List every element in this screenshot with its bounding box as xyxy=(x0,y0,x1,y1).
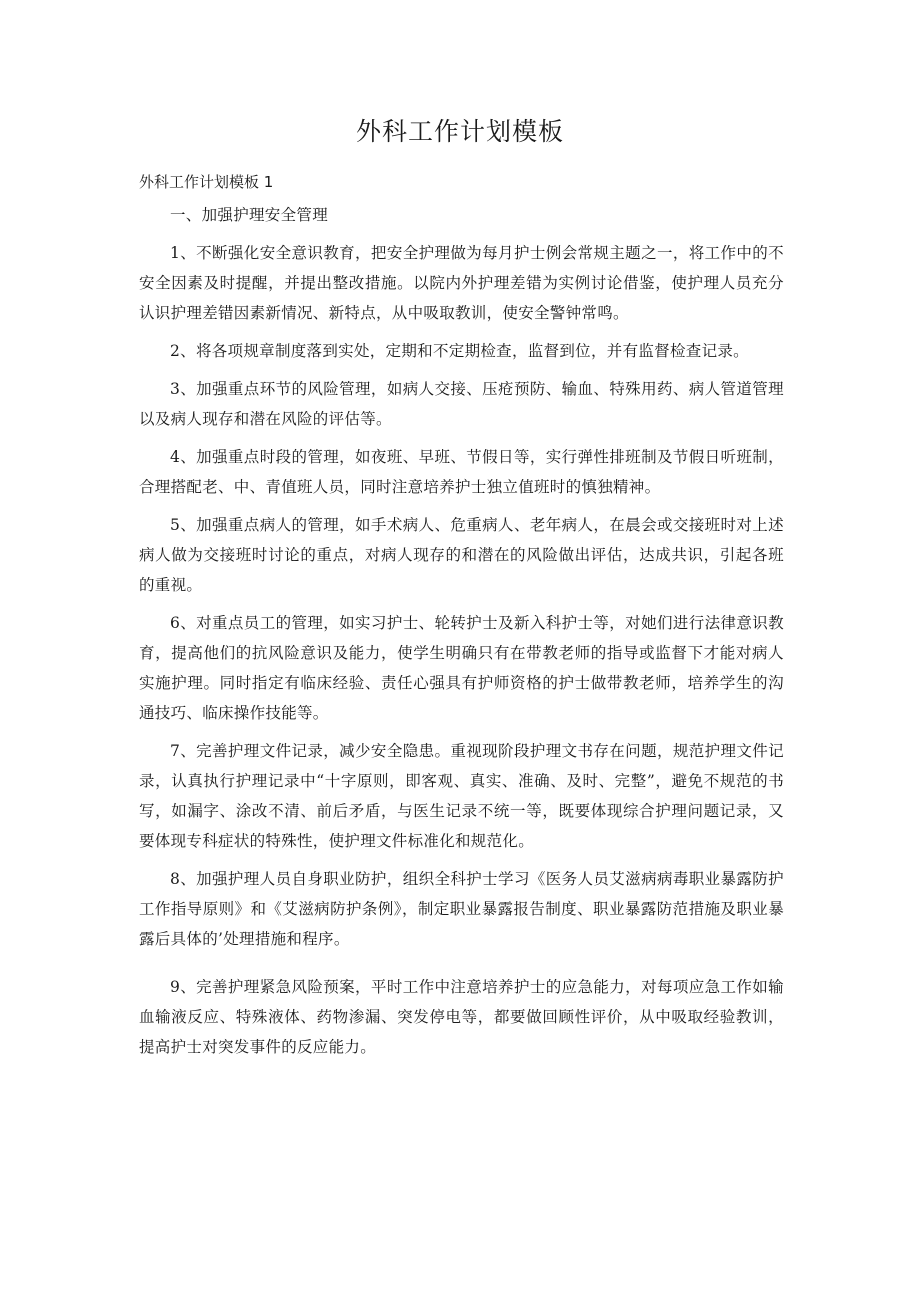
paragraph-item-2: 2、将各项规章制度落到实处，定期和不定期检查，监督到位，并有监督检查记录。 xyxy=(170,342,749,360)
section-heading: 一、加强护理安全管理 xyxy=(170,206,329,224)
document-subtitle: 外科工作计划模板 1 xyxy=(139,173,274,191)
paragraph-item-9: 9、完善护理紧急风险预案，平时工作中注意培养护士的应急能力，对每项应急工作如输血输液反应、特殊液体、药物渗漏、突发停电等，都要做回顾性评价，从中吸取经验教训，提高护士对突发事件的反应能力。 xyxy=(139,978,784,1056)
document-body xyxy=(139,200,784,1070)
paragraph-item-8: 8、加强护理人员自身职业防护，组织全科护士学习《医务人员艾滋病病毒职业暴露防护工作指导原则》和《艾滋病防护条例》，制定职业暴露报告制度、职业暴露防范措施及职业暴露后具体的’处理措施和程序。 xyxy=(139,870,784,948)
paragraph-item-4: 4、加强重点时段的管理，如夜班、早班、节假日等，实行弹性排班制及节假日听班制，合理搭配老、中、青值班人员，同时注意培养护士独立值班时的慎独精神。 xyxy=(139,448,784,496)
paragraph-item-5: 5、加强重点病人的管理，如手术病人、危重病人、老年病人，在晨会或交接班时对上述病人做为交接班时讨论的重点，对病人现存的和潜在的风险做出评估，达成共识，引起各班的重视。 xyxy=(139,516,784,594)
paragraph-item-6: 6、对重点员工的管理，如实习护士、轮转护士及新入科护士等，对她们进行法律意识教育，提高他们的抗风险意识及能力，使学生明确只有在带教老师的指导或监督下才能对病人实施护理。同时指定有临床经验、责任心强具有护师资格的护士做带教老师，培养学生的沟通技巧、临床操作技能等。 xyxy=(139,614,784,722)
document-title: 外科工作计划模板 xyxy=(355,117,564,146)
paragraph-item-7: 7、完善护理文件记录，减少安全隐患。重视现阶段护理文书存在问题，规范护理文件记录，认真执行护理记录中“十字原则，即客观、真实、准确、及时、完整”，避免不规范的书写，如漏字、涂改不清、前后矛盾，与医生记录不统一等，既要体现综合护理问题记录，又要体现专科症状的特殊性，使护理文件标准化和规范化。 xyxy=(139,742,784,850)
paragraph-item-3: 3、加强重点环节的风险管理，如病人交接、压疮预防、输血、特殊用药、病人管道管理以及病人现存和潜在风险的评估等。 xyxy=(139,380,784,428)
paragraph-item-1: 1、不断强化安全意识教育，把安全护理做为每月护士例会常规主题之一，将工作中的不安全因素及时提醒，并提出整改措施。以院内外护理差错为实例讨论借鉴，使护理人员充分认识护理差错因素新情况、新特点，从中吸取教训，使安全警钟常鸣。 xyxy=(139,244,784,322)
